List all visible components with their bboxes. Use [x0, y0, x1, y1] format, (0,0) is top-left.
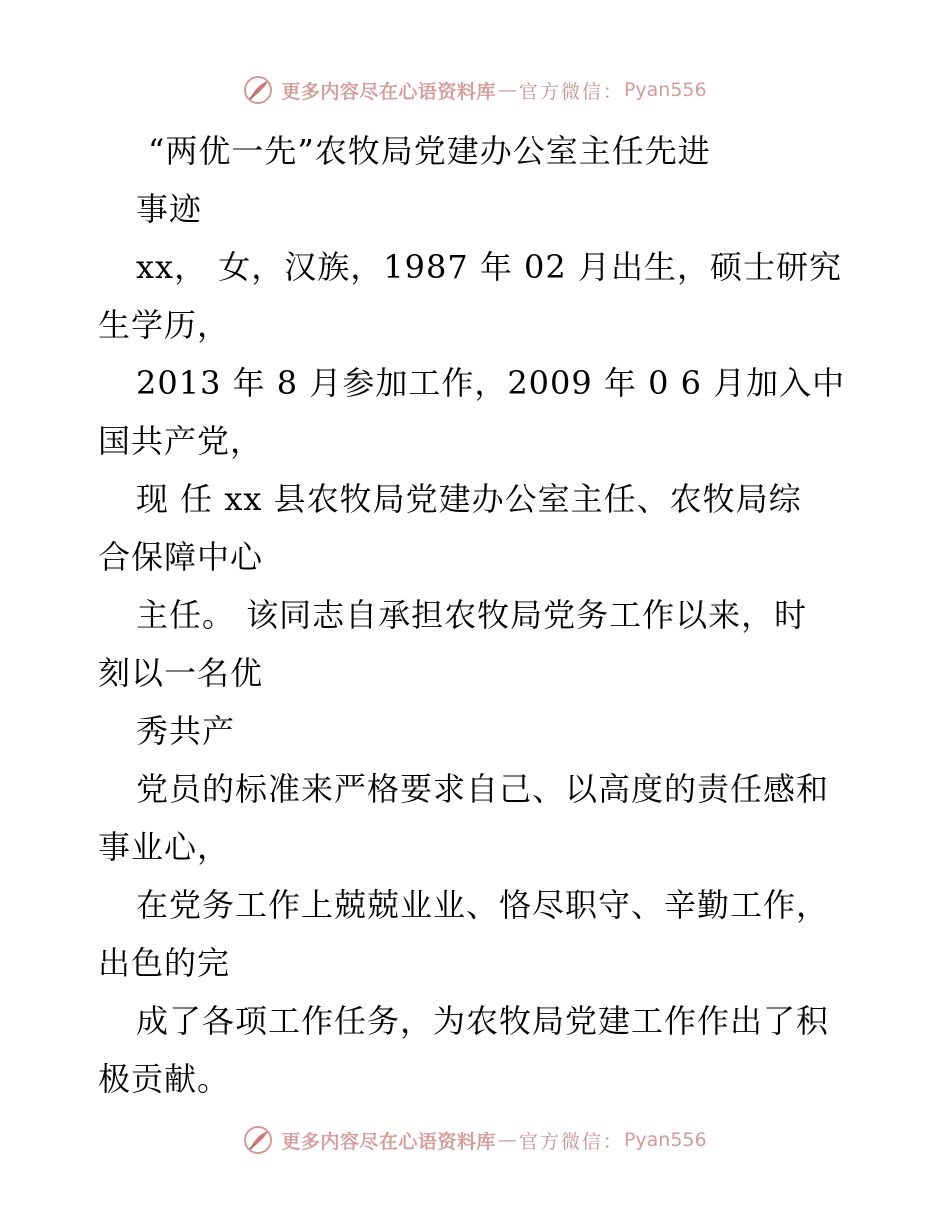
- doc-title-line-2: 事迹: [136, 190, 203, 228]
- doc-line: 现 任 xx 县农牧局党建办公室主任、农牧局综: [136, 480, 802, 518]
- watermark-dash: —: [497, 1129, 517, 1151]
- quill-logo-icon: [243, 75, 273, 105]
- watermark-wechat-handle: Pyan556: [623, 79, 707, 101]
- document-body: [98, 122, 858, 1108]
- watermark-site-text: 更多内容尽在心语资料库: [281, 80, 496, 103]
- doc-line: 极贡献。: [98, 1060, 231, 1098]
- doc-line: 合保障中心: [98, 538, 264, 576]
- doc-line: 主任。 该同志自承担农牧局党务工作以来，时: [136, 596, 808, 634]
- watermark-dash: —: [497, 79, 517, 101]
- doc-line: 2013 年 8 月参加工作，2009 年 0 6 月加入中: [136, 364, 846, 402]
- watermark-site-text: 更多内容尽在心语资料库: [281, 1130, 496, 1153]
- watermark-wechat-label: 官方微信：: [518, 80, 624, 103]
- header-watermark: [0, 70, 950, 110]
- doc-line: 在党务工作上兢兢业业、恪尽职守、辛勤工作，: [136, 886, 830, 924]
- doc-line: 秀共产: [136, 712, 236, 750]
- doc-line: 生学历，: [98, 306, 231, 344]
- doc-line: 国共产党，: [98, 422, 264, 460]
- doc-title-line-1: “两优一先”农牧局党建办公室主任先进: [148, 132, 711, 170]
- doc-line: 党员的标准来严格要求自己、以高度的责任感和: [136, 770, 830, 808]
- doc-line: 刻以一名优: [98, 654, 264, 692]
- doc-line: 成了各项工作任务，为农牧局党建工作作出了积: [136, 1002, 830, 1040]
- watermark-wechat-handle: Pyan556: [623, 1129, 707, 1151]
- doc-line: xx， 女，汉族，1987 年 02 月出生，硕士研究: [136, 248, 842, 286]
- doc-line: 事业心，: [98, 828, 231, 866]
- doc-line: 出色的完: [98, 944, 231, 982]
- watermark-wechat-label: 官方微信：: [518, 1130, 624, 1153]
- quill-logo-icon: [243, 1125, 273, 1155]
- footer-watermark: [0, 1120, 950, 1160]
